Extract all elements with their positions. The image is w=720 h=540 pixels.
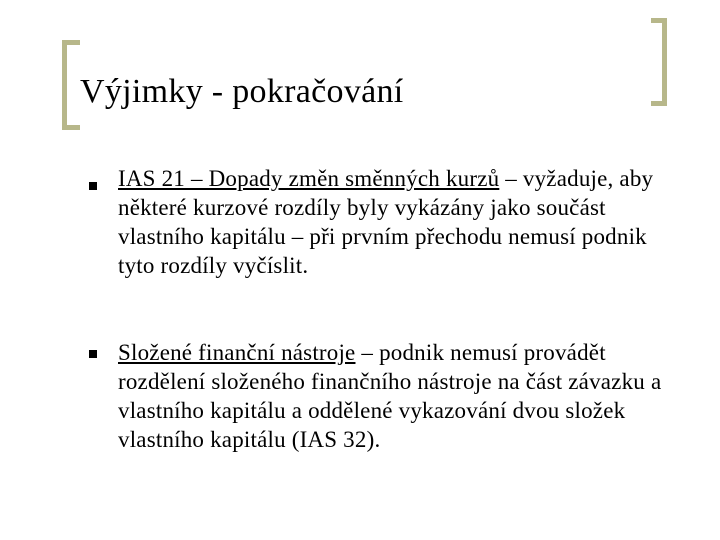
list-item-text: – vyžaduje, aby některé kurzové rozdíly byly vykázány jako součást vlastního kapitálu – při prvním přechodu nemusí podnik tyto rozdíly vyčíslit. [118,166,654,278]
list-item-text: – podnik nemusí provádět rozdělení složeného finančního nástroje na část závazku a vlastního kapitálu a oddělené vykazování dvou složek vlastního kapitálu (IAS 32). [118,340,662,452]
right-bracket-decoration [651,18,667,106]
list-item-term: IAS 21 – Dopady změn směnných kurzů [118,166,500,191]
square-bullet-icon [89,182,97,190]
list-item [118,338,688,454]
square-bullet-icon [89,350,97,358]
list-item-term: Složené finanční nástroje [118,340,356,365]
list-item [118,164,688,280]
left-bracket-decoration [62,40,80,130]
slide-title: Výjimky - pokračování [80,73,404,110]
